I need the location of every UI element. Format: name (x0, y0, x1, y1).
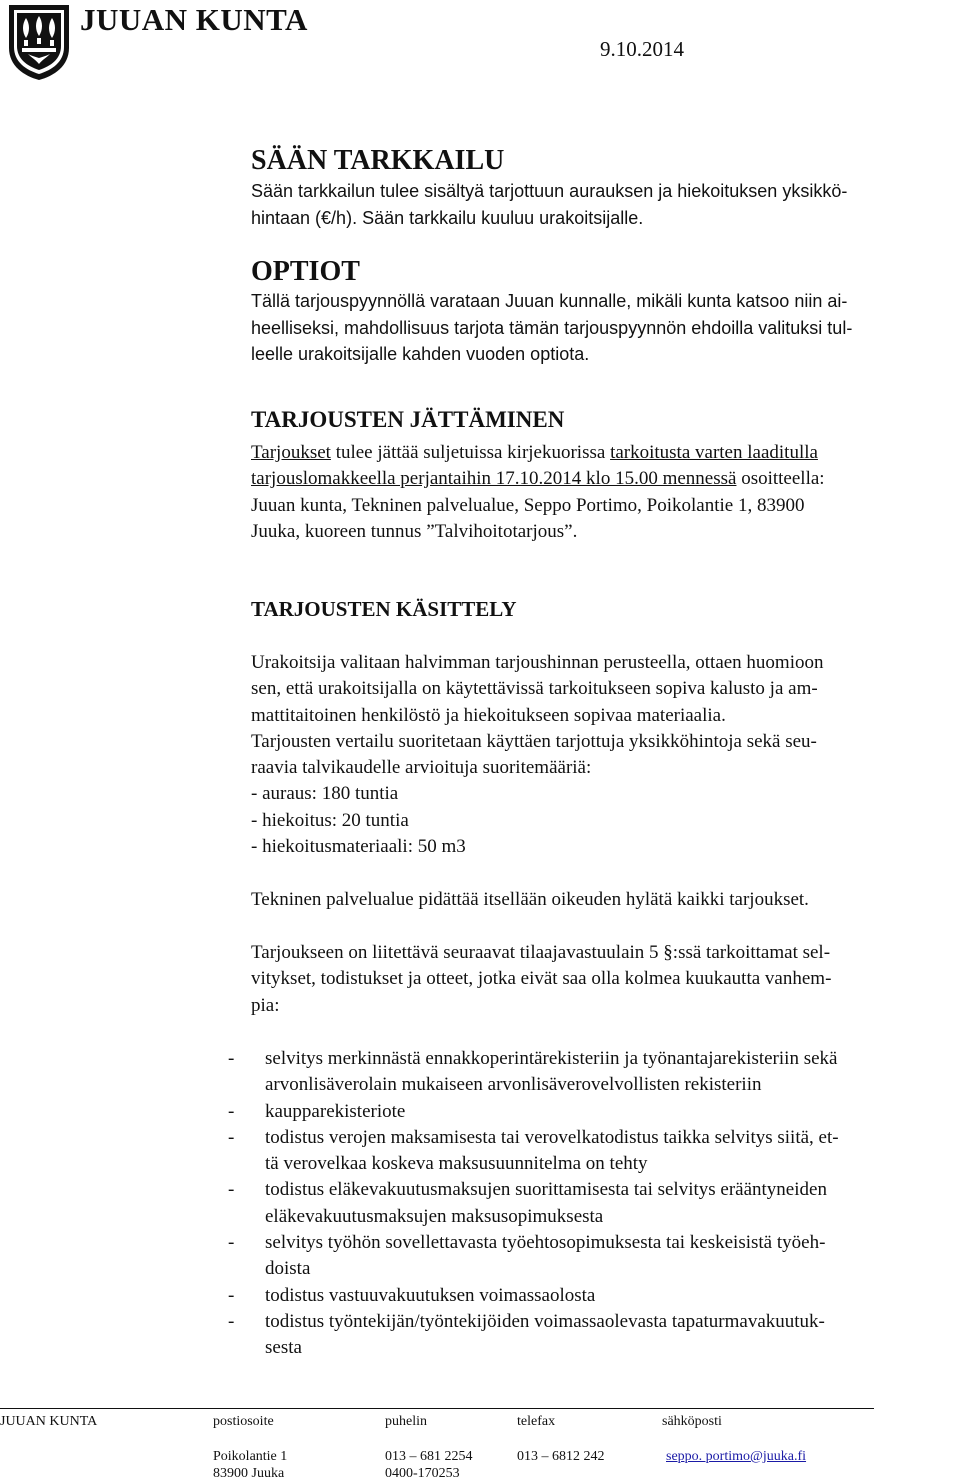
paragraph-saan-tarkkailu (251, 178, 951, 231)
attachments-list (228, 1046, 958, 1362)
text-line: selvitys työhön sovellettavasta työehtosopimuksesta tai keskeisistä työeh- (265, 1232, 826, 1254)
underlined-deadline: tarjouslomakkeella perjantaihin 17.10.2014 klo 15.00 mennessä (251, 468, 737, 490)
footer-email-label: sähköposti (662, 1414, 722, 1429)
list-dash: - (228, 1126, 235, 1148)
list-dash: - (228, 1310, 235, 1332)
text-line: Tarjousten vertailu suoritetaan käyttäen tarjottuja yksikköhintoja sekä seu- (251, 730, 817, 752)
section-title-jattaminen: TARJOUSTEN JÄTTÄMINEN (251, 407, 565, 432)
paragraph-kasittely (251, 650, 951, 860)
text-line: sesta (265, 1337, 302, 1359)
text-span: tulee jättää suljetuissa kirjekuorissa (330, 442, 611, 463)
list-item (228, 1046, 958, 1099)
text-line: Sään tarkkailun tulee sisältyä tarjottuun aurauksen ja hiekoituksen yksikkö- (251, 181, 848, 201)
list-item (228, 1125, 958, 1178)
text-line: todistus työntekijän/työntekijöiden voimassaolevasta tapaturmavakuutuk- (265, 1310, 825, 1332)
paragraph-optiot (251, 288, 951, 368)
text-line: todistus vastuuvakuutuksen voimassaolosta (265, 1284, 596, 1306)
municipal-crest-logo (6, 2, 72, 82)
text-line: Urakoitsija valitaan halvimman tarjoushinnan perusteella, ottaen huomioon (251, 652, 824, 673)
text-line (251, 466, 951, 492)
list-dash: - (228, 1232, 235, 1254)
underlined-text: tarkoitusta varten laaditulla (610, 442, 818, 463)
text-line: - hiekoitus: 20 tuntia (251, 809, 409, 831)
footer-street: Poikolantie 1 (213, 1449, 288, 1464)
org-name: JUUAN KUNTA (80, 2, 308, 37)
list-dash: - (228, 1100, 235, 1122)
footer-phone1: 013 – 681 2254 (385, 1449, 473, 1464)
text-line: Juuka, kuoreen tunnus ”Talvihoitotarjous”. (251, 520, 578, 542)
footer-fax-label: telefax (517, 1414, 556, 1429)
text-span: osoitteella: (736, 468, 825, 490)
footer-postal-label: postiosoite (213, 1414, 274, 1429)
text-line: pia: (251, 994, 280, 1016)
document-date: 9.10.2014 (600, 37, 684, 61)
text-line: kaupparekisteriote (265, 1100, 406, 1122)
text-line: leelle urakoitsijalle kahden vuoden optiota. (251, 344, 590, 364)
list-item (228, 1283, 958, 1309)
list-dash: - (228, 1284, 235, 1306)
list-item (228, 1309, 958, 1362)
list-item (228, 1177, 958, 1230)
list-item (228, 1230, 958, 1283)
section-title-saan-tarkkailu: SÄÄN TARKKAILU (251, 145, 505, 176)
text-line (251, 440, 951, 466)
paragraph-reject-rights: Tekninen palvelualue pidättää itsellään oikeuden hylätä kaikki tarjoukset. (251, 889, 809, 910)
list-item (228, 1099, 958, 1125)
text-line: Tällä tarjouspyynnöllä varataan Juuan kunnalle, mikäli kunta katsoo niin ai- (251, 291, 848, 311)
text-line: tä verovelkaa koskeva maksusuunnitelma on tehty (265, 1153, 648, 1175)
underlined-text: Tarjoukset (251, 442, 331, 463)
text-line: sen, että urakoitsijalla on käytettävissä tarkoitukseen sopiva kalusto ja am- (251, 678, 818, 700)
text-line: raavia talvikaudelle arvioituja suoritemääriä: (251, 757, 592, 779)
footer-email-link[interactable]: seppo. portimo@juuka.fi (666, 1449, 807, 1464)
text-line: - auraus: 180 tuntia (251, 783, 399, 805)
section-title-optiot: OPTIOT (251, 256, 360, 287)
text-line: heelliseksi, mahdollisuus tarjota tämän tarjouspyynnön ehdoilla valituksi tul- (251, 317, 853, 338)
text-line: arvonlisäverolain mukaiseen arvonlisäverovelvollisten rekisteriin (265, 1074, 762, 1096)
text-line: todistus eläkevakuutusmaksujen suorittamisesta tai selvitys erääntyneiden (265, 1179, 827, 1201)
footer-fax: 013 – 6812 242 (517, 1449, 605, 1464)
footer-divider (0, 1408, 874, 1409)
footer-org-name: JUUAN KUNTA (0, 1414, 98, 1429)
text-line: vitykset, todistukset ja otteet, jotka eivät saa olla kolmea kuukautta vanhem- (251, 968, 832, 990)
paragraph-attachments-intro (251, 940, 951, 1019)
text-line: todistus verojen maksamisesta tai verovelkatodistus taikka selvitys siitä, et- (265, 1126, 839, 1148)
text-line: hintaan (€/h). Sään tarkkailu kuuluu urakoitsijalle. (251, 207, 644, 228)
text-line: eläkevakuutusmaksujen maksusopimuksesta (265, 1205, 604, 1227)
footer-postcode: 83900 Juuka (213, 1466, 285, 1481)
text-line: selvitys merkinnästä ennakkoperintärekisteriin ja työnantajarekisteriin sekä (265, 1048, 838, 1069)
text-line: Tarjoukseen on liitettävä seuraavat tilaajavastuulain 5 §:ssä tarkoittamat sel- (251, 942, 831, 963)
footer-phone-label: puhelin (385, 1414, 427, 1429)
section-title-kasittely: TARJOUSTEN KÄSITTELY (251, 597, 517, 621)
list-dash: - (228, 1048, 235, 1069)
footer-phone2: 0400-170253 (385, 1466, 460, 1481)
paragraph-jattaminen (251, 440, 951, 545)
text-line: - hiekoitusmateriaali: 50 m3 (251, 836, 466, 858)
text-line: doista (265, 1258, 311, 1280)
text-line: Juuan kunta, Tekninen palvelualue, Seppo Portimo, Poikolantie 1, 83900 (251, 494, 805, 516)
text-line: mattitaitoinen henkilöstö ja hiekoitukseen sopivaa materiaalia. (251, 704, 726, 726)
list-dash: - (228, 1179, 235, 1201)
